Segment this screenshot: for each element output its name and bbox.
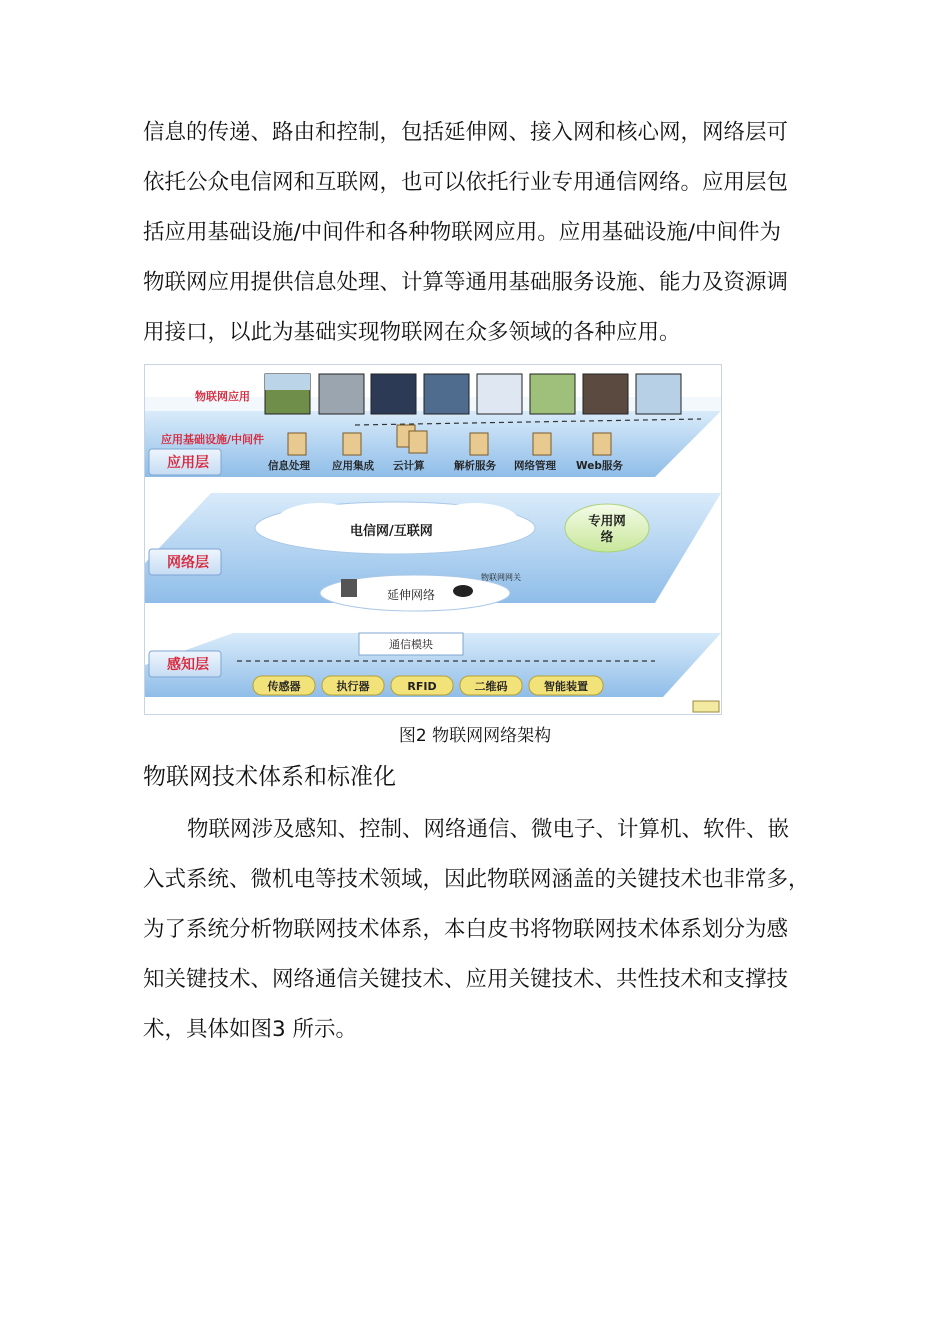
app-image-network — [477, 374, 522, 414]
device-label: 二维码 — [474, 680, 508, 693]
telecom-cloud-puff — [430, 503, 520, 543]
paragraph-line: 术，具体如图3 所示。 — [143, 1017, 358, 1042]
service-box-icon — [470, 433, 488, 455]
perception-layer-label: 感知层 — [167, 657, 209, 673]
paragraph-line: 物联网应用提供信息处理、计算等通用基础服务设施、能力及资源调 — [143, 270, 789, 295]
service-box-icon — [288, 433, 306, 455]
app-image-sensor-field — [636, 374, 681, 414]
paragraph-line: 知关键技术、网络通信关键技术、应用关键技术、共性技术和支撑技 — [143, 967, 789, 992]
service-label: 应用集成 — [332, 460, 374, 472]
device-label: RFID — [407, 680, 437, 693]
private-net-label: 专用网络 — [588, 513, 626, 544]
tech-system-paragraph — [143, 805, 811, 1055]
perception-devices — [253, 676, 603, 695]
service-box-icon — [533, 433, 551, 455]
paragraph-line: 用接口，以此为基础实现物联网在众多领域的各种应用。 — [143, 320, 681, 345]
figure-caption: 图2 物联网网络架构 — [398, 726, 552, 746]
service-box-icon — [593, 433, 611, 455]
device-icon — [341, 579, 357, 597]
paragraph-line: 括应用基础设施/中间件和各种物联网应用。应用基础设施/中间件为 — [143, 220, 781, 245]
iot-architecture-figure — [144, 364, 722, 715]
paragraph-line: 入式系统、微机电等技术领域，因此物联网涵盖的关键技术也非常多， — [143, 867, 810, 892]
app-image-city — [424, 374, 469, 414]
intro-paragraph — [143, 108, 811, 358]
paragraph-line: 物联网涉及感知、控制、网络通信、微电子、计算机、软件、嵌 — [187, 817, 790, 842]
app-image-sky — [265, 374, 310, 390]
service-box-icon — [409, 431, 427, 453]
extension-net-label: 延伸网络 — [387, 588, 436, 602]
gateway-label: 物联网网关 — [481, 573, 521, 582]
paragraph-line: 依托公众电信网和互联网，也可以依托行业专用通信网络。应用层包 — [143, 170, 789, 195]
app-image-home — [530, 374, 575, 414]
app-image-vehicle — [583, 374, 628, 414]
private-net-cloud — [565, 504, 649, 552]
paragraph-line: 为了系统分析物联网技术体系，本白皮书将物联网技术体系划分为感 — [143, 917, 789, 942]
service-label: Web服务 — [576, 460, 623, 472]
network-layer-label: 网络层 — [167, 555, 209, 571]
comm-module-label: 通信模块 — [389, 638, 433, 651]
app-layer-label: 应用层 — [167, 455, 209, 471]
watermark-logo — [693, 701, 719, 712]
iot-apps-label: 物联网应用 — [195, 390, 250, 403]
app-image-monitor — [371, 374, 416, 414]
service-label: 解析服务 — [454, 460, 496, 472]
architecture-diagram — [145, 365, 721, 714]
paragraph-line: 信息的传递、路由和控制，包括延伸网、接入网和核心网，网络层可 — [143, 120, 789, 145]
device-label: 执行器 — [336, 680, 370, 693]
app-image-power — [319, 374, 364, 414]
service-label: 云计算 — [393, 460, 425, 472]
service-box-icon — [343, 433, 361, 455]
device-label: 传感器 — [267, 680, 301, 693]
service-label: 信息处理 — [268, 460, 310, 472]
service-label: 网络管理 — [514, 460, 556, 472]
middleware-label: 应用基础设施/中间件 — [161, 433, 265, 446]
device-label: 智能装置 — [544, 680, 588, 693]
telecom-cloud-label: 电信网/互联网 — [350, 524, 433, 539]
section-heading: 物联网技术体系和标准化 — [143, 764, 396, 790]
gateway-icon — [453, 585, 473, 597]
